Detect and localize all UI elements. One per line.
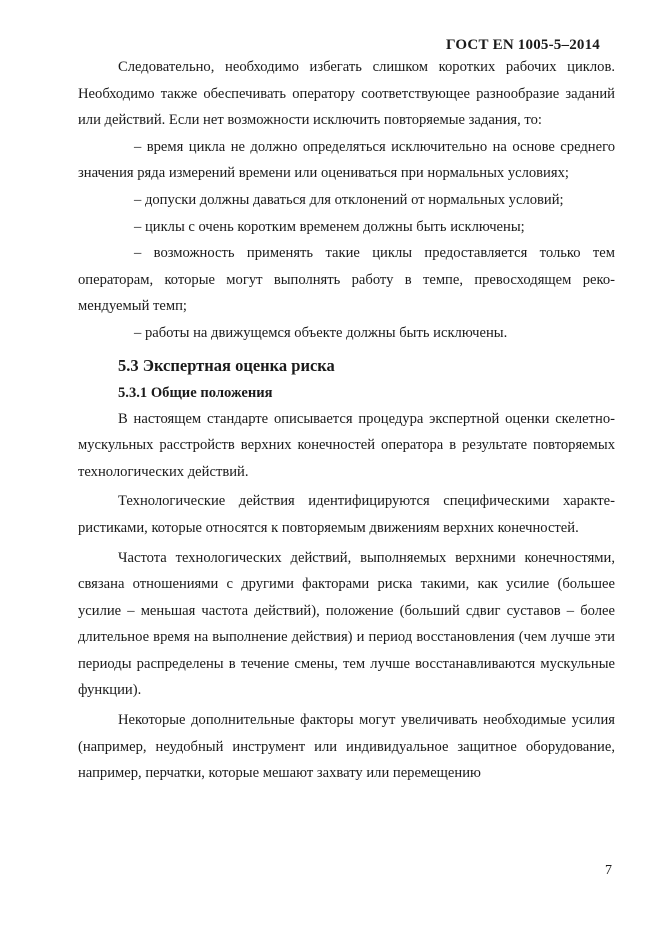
page-content (78, 54, 615, 787)
body-paragraph: Частота технологических действий, выполняемых верхними конечностями, связана отношениями с другими факторами риска такими, как усилие (большее усилие – меньшая частота действий), положение (больший сдвиг суставов – более длительное время на выполнение действия) и период восстановления (чем лучше эти периоды распределены в течение смены, тем лучше восстанавливаются мускульные функции). (78, 549, 615, 699)
list-item: – работы на движущемся объекте должны быть исключены. (134, 324, 508, 341)
list-item: – время цикла не должно определяться исключительно на основе среднего значения ряда измерений времени или оцениваться при нормальных условиях; (78, 138, 615, 182)
subsection-heading: 5.3.1 Общие положения (118, 384, 273, 401)
section-heading: 5.3 Экспертная оценка риска (118, 355, 335, 375)
body-paragraph: Технологические действия идентифицируются специфическими характеристиками, которые относятся к повторяемым движениям верхних конечностей. (78, 493, 615, 536)
list-item: – циклы с очень коротким временем должны быть исключены; (134, 218, 525, 235)
list-item: – допуски должны даваться для отклонений от нормальных условий; (134, 191, 564, 208)
body-paragraph: В настоящем стандарте описывается процедура экспертной оценки скелетно-мускульных расстройств верхних конечностей оператора в результате повторяемых технологических действий. (78, 410, 615, 480)
body-paragraph: Некоторые дополнительные факторы могут увеличивать необходимые усилия (например, неудобный инструмент или индивидуальное защитное оборудование, например, перчатки, которые мешают захвату или перемещению (78, 712, 615, 782)
document-header: ГОСТ EN 1005-5–2014 (446, 37, 600, 53)
intro-paragraph: Следовательно, необходимо избегать слишком коротких рабочих циклов. Необходимо также обеспечивать оператору соответствующее разнообразие заданий или действий. Если нет возможности исключить повторяемые задания, то: (78, 59, 615, 129)
page-number: 7 (605, 863, 612, 878)
list-item: – возможность применять такие циклы предоставляется только тем операторам, которые могут выполнять работу в темпе, превосходящем рекомендуемый темп; (78, 245, 615, 315)
